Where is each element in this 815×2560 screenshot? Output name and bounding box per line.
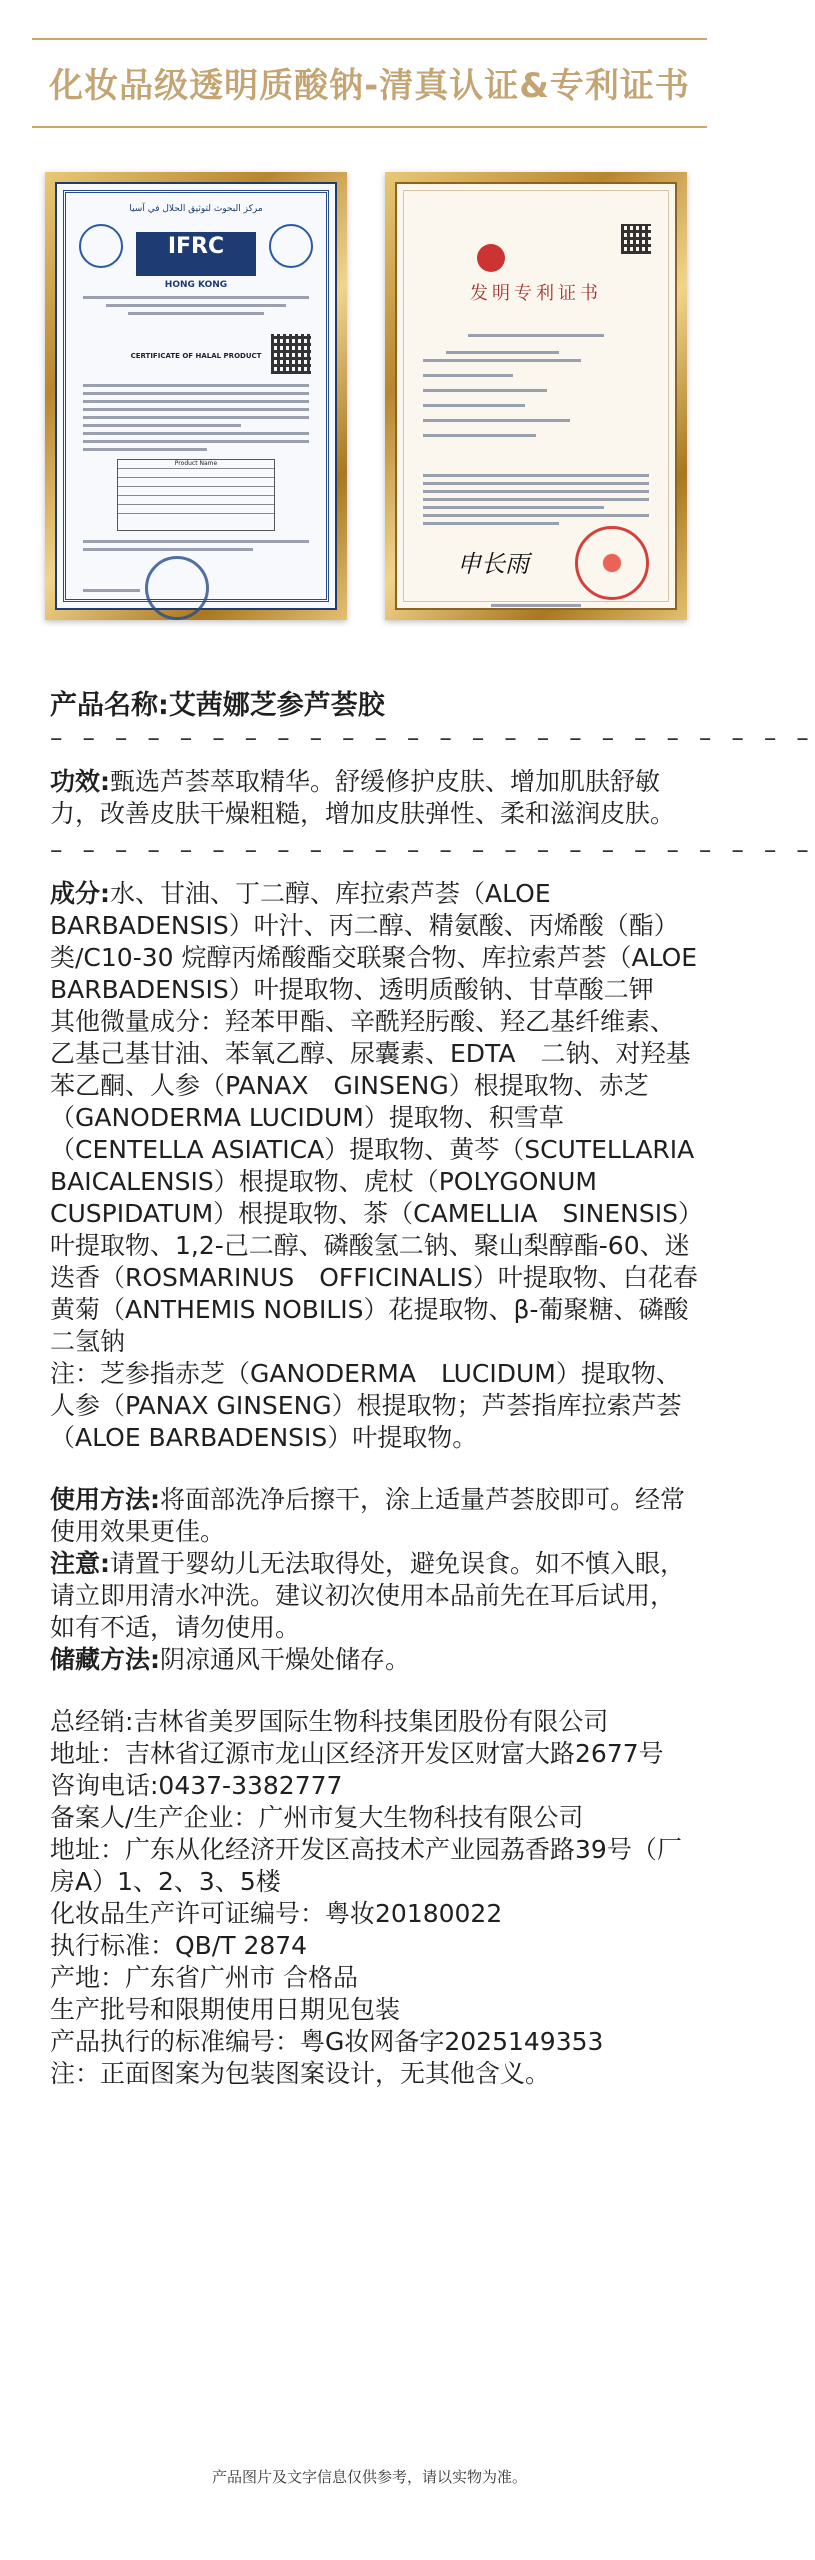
halal-table-header: Product Name: [118, 460, 274, 469]
spacer: [50, 754, 699, 766]
company-line: 注：正面图案为包装图案设计，无其他含义。: [50, 2059, 551, 2088]
halal-left-emblem: [79, 224, 123, 268]
company-line: 地址：广东从化经济开发区高技术产业园荔香路39号（厂房A）1、2、3、5楼: [50, 1835, 682, 1896]
product-name-value: 艾茜娜芝参芦荟胶: [168, 690, 385, 721]
efficacy-label: 功效:: [50, 767, 110, 796]
efficacy-section: [50, 766, 699, 830]
caution-text: 请置于婴幼儿无法取得处，避免误食。如不慎入眼，请立即用清水冲洗。建议初次使用本品前先在耳后试用，如有不适，请勿使用。: [50, 1549, 686, 1642]
patent-title: 发明专利证书: [470, 283, 602, 304]
spacer: [50, 1454, 699, 1484]
ingredients-section: [50, 878, 699, 1006]
ifrc-logo-text: IFRC: [167, 234, 225, 259]
ingredients-label: 成分:: [50, 879, 110, 908]
page-title: 化妆品级透明质酸钠-清真认证&专利证书: [49, 66, 690, 106]
company-line: 总经销:吉林省美罗国际生物科技集团股份有限公司: [50, 1707, 609, 1736]
company-info: [50, 1706, 699, 2090]
product-name: [50, 690, 699, 722]
patent-signature: 申长雨: [457, 550, 529, 578]
usage-label: 使用方法:: [50, 1485, 160, 1514]
caution-label: 注意:: [50, 1549, 110, 1578]
patent-certificate: [385, 172, 687, 620]
product-name-label: 产品名称:: [50, 690, 169, 721]
caution-section: [50, 1548, 699, 1644]
patent-bottom-line: [423, 604, 649, 612]
spacer: [50, 866, 699, 878]
company-line: 产地：广东省广州市 合格品: [50, 1963, 358, 1992]
halal-arabic-header: مركز البحوث لتوثيق الحلال في آسيا: [129, 204, 263, 214]
storage-text: 阴凉通风干燥处储存。: [160, 1645, 411, 1674]
halal-footer-lines: [83, 540, 309, 556]
patent-emblem: [477, 244, 505, 272]
halal-seal: [145, 556, 209, 620]
halal-signature-lines: [83, 589, 309, 597]
company-line: 地址：吉林省辽源市龙山区经济开发区财富大路2677号: [50, 1739, 664, 1768]
top-rule: [32, 38, 707, 40]
usage-section: [50, 1484, 699, 1548]
trace-ingredients: 其他微量成分：羟苯甲酯、辛酰羟肟酸、羟乙基纤维素、乙基己基甘油、苯氧乙醇、尿囊素、EDTA 二钠、对羟基苯乙酮、人参（PANAX GINSENG）根提取物、赤芝（GANODERMA LUCIDUM）提取物、积雪草（CENTELLA ASIATICA）提取物、黄芩（SCUTELLARIA BAICALENSIS）根提取物、虎杖（POLYGONUM CUSPIDATUM）根提取物、茶（CAMELLIA SINENSIS）叶提取物、1,2-己二醇、磷酸氢二钠、聚山梨醇酯-60、迷迭香（ROSMARINUS OFFICINALIS）叶提取物、白花春黄菊（ANTHEMIS NOBILIS）花提取物、β-葡聚糖、磷酸二氢钠: [50, 1007, 698, 1356]
halal-certificate: [45, 172, 347, 620]
halal-right-emblem: [269, 224, 313, 268]
patent-statement-lines: [423, 474, 649, 530]
company-line: 化妆品生产许可证编号：粤妆20180022: [50, 1899, 503, 1928]
company-line: 执行标准：QB/T 2874: [50, 1931, 308, 1960]
storage-label: 储藏方法:: [50, 1645, 160, 1674]
ifrc-logo-sub: HONG KONG: [164, 280, 228, 290]
company-line: 备案人/生产企业：广州市复大生物科技有限公司: [50, 1803, 584, 1832]
halal-product-table: [117, 459, 275, 531]
ingredients-note: 注：芝参指赤芝（GANODERMA LUCIDUM）提取物、人参（PANAX GINSENG）根提取物；芦荟指库拉索芦荟（ALOE BARBADENSIS）叶提取物。: [50, 1359, 682, 1452]
company-line: 产品执行的标准编号：粤G妆网备字2025149353: [50, 2027, 604, 2056]
company-line: 咨询电话:0437-3382777: [50, 1771, 343, 1800]
halal-body-lines: [83, 384, 309, 456]
company-line: 生产批号和限期使用日期见包装: [50, 1995, 401, 2024]
divider: – – – – – – – – – – – – – – – – – – – – – – – –: [50, 723, 815, 752]
ingredients-text: 水、甘油、丁二醇、库拉索芦荟（ALOE BARBADENSIS）叶汁、丙二醇、精氨酸、丙烯酸（酯）类/C10-30 烷醇丙烯酸酯交联聚合物、库拉索芦荟（ALOE BARBADENSIS）叶提取物、透明质酸钠、甘草酸二钾: [50, 879, 698, 1004]
storage-section: [50, 1644, 699, 1676]
patent-red-seal: [575, 526, 649, 600]
patent-body-lines: [423, 334, 649, 442]
usage-text: 将面部洗净后擦干，涂上适量芦荟胶即可。经常使用效果更佳。: [50, 1485, 686, 1546]
halal-certificate-heading: CERTIFICATE OF HALAL PRODUCT: [130, 352, 262, 360]
divider: – – – – – – – – – – – – – – – – – – – – – – – –: [50, 835, 815, 864]
efficacy-text: 甄选芦荟萃取精华。舒缓修护皮肤、增加肌肤舒敏力，改善皮肤干燥粗糙，增加皮肤弹性、柔和滋润皮肤。: [50, 767, 676, 828]
halal-address-lines: [83, 296, 309, 320]
ifrc-logo: [136, 232, 256, 276]
product-details: [50, 690, 815, 2090]
patent-qr-code: [621, 224, 651, 254]
footer-disclaimer: 产品图片及文字信息仅供参考，请以实物为准。: [211, 2468, 527, 2486]
spacer: [50, 1676, 699, 1706]
title-underline: [32, 126, 707, 128]
